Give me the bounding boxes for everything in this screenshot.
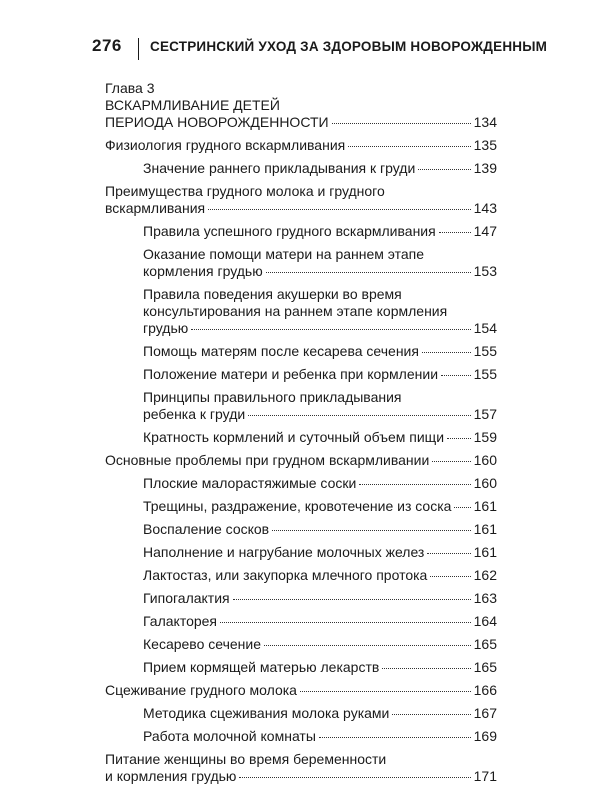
toc-entry-title-line: консультирования на раннем этапе кормления (143, 303, 448, 319)
toc-entry-last-line (143, 613, 497, 630)
dot-leader (439, 232, 471, 233)
chapter-label: Глава 3 (105, 80, 155, 96)
dot-leader (233, 599, 471, 600)
toc-entry (105, 160, 497, 177)
toc-entry-title-line: Принципы правильного прикладывания (143, 389, 402, 405)
toc-entry (105, 613, 497, 630)
toc-entry-last-line (143, 320, 497, 337)
toc-entry-last-line (143, 544, 497, 561)
toc-entry-title-line: Правила успешного грудного вскармливания (143, 223, 436, 239)
toc-page-number: 160 (473, 452, 497, 468)
toc-page-number: 160 (473, 475, 497, 491)
toc-entry-title-line: Правила поведения акушерки во время (143, 286, 402, 302)
toc-entry (105, 389, 497, 423)
toc-page-number: 161 (473, 498, 497, 514)
toc-entry (105, 636, 497, 653)
toc-entry-title-line: Кратность кормлений и суточный объем пищи (143, 429, 445, 445)
toc-entry-last-line (143, 263, 497, 280)
toc-entry-last-line (143, 659, 497, 676)
toc-entry-title-line: Прием кормящей матерью лекарств (143, 659, 380, 675)
toc-page-number: 147 (473, 223, 497, 239)
toc-page-number: 165 (473, 659, 497, 675)
toc-page-number: 169 (473, 728, 497, 744)
dot-leader (220, 622, 471, 623)
toc-page-number: 165 (473, 636, 497, 652)
toc-entry-title-line: Методика сцеживания молока руками (143, 705, 390, 721)
toc-page-number: 134 (473, 114, 497, 130)
toc-entry-last-line (143, 343, 497, 360)
dot-leader (441, 375, 471, 376)
toc-page-number: 161 (473, 544, 497, 560)
toc-entry-last-line (143, 705, 497, 722)
toc-entry-title-line: ВСКАРМЛИВАНИЕ ДЕТЕЙ (105, 97, 280, 113)
toc-entry-last-line (143, 475, 497, 492)
dot-leader (272, 530, 471, 531)
toc-page-number: 162 (473, 567, 497, 583)
toc-entry (105, 728, 497, 745)
toc-entry (105, 705, 497, 722)
toc-entry-last-line (143, 590, 497, 607)
dot-leader (208, 209, 471, 210)
toc-entry-title-line: Плоские малорастяжимые соски (143, 475, 357, 491)
toc-entry (105, 183, 497, 217)
toc-entry (105, 498, 497, 515)
toc-entry-title-line: Положение матери и ребенка при кормлении (143, 366, 439, 382)
toc-entry-title-line: Лактостаз, или закупорка млечного протока (143, 567, 428, 583)
toc-page-number: 135 (473, 137, 497, 153)
page-header (92, 36, 548, 62)
dot-leader (348, 146, 470, 147)
toc-page-number: 153 (473, 263, 497, 279)
toc-entry-title-line: Оказание помощи матери на раннем этапе (143, 246, 425, 262)
dot-leader (427, 553, 470, 554)
toc-entry-title-line: Питание женщины во время беременности (105, 751, 387, 767)
toc-entry-title-line: Преимущества грудного молока и грудного (105, 183, 385, 199)
toc-entry (105, 521, 497, 538)
toc-entry-last-line (143, 160, 497, 177)
dot-leader (332, 123, 471, 124)
toc-entry (105, 97, 497, 131)
toc-entry-last-line (105, 137, 497, 154)
toc-entry-title-line: Физиология грудного вскармливания (105, 137, 346, 153)
toc-entry-title-line: Значение раннего прикладывания к груди (143, 160, 416, 176)
toc-entry-last-line (143, 521, 497, 538)
toc-entry-title-line: Кесарево сечение (143, 636, 261, 652)
toc-entry (105, 429, 497, 446)
toc-entry (105, 751, 497, 785)
toc-entry (105, 682, 497, 699)
toc-entry-title-line: Работа молочной комнаты (143, 728, 316, 744)
toc-entry (105, 366, 497, 383)
running-title: СЕСТРИНСКИЙ УХОД ЗА ЗДОРОВЫМ НОВОРОЖДЕННЫМ (150, 39, 548, 54)
toc-entry-last-line (143, 366, 497, 383)
dot-leader (430, 576, 470, 577)
toc-page-number: 171 (473, 768, 497, 784)
dot-leader (454, 507, 470, 508)
toc-entry (105, 137, 497, 154)
toc-entry-title-line: грудью (143, 320, 189, 336)
toc-entry-title-line: Сцеживание грудного молока (105, 682, 297, 698)
toc-entry-last-line (143, 567, 497, 584)
toc-entry-title-line: Воспаление сосков (143, 521, 270, 537)
toc-entry-title-line: Основные проблемы при грудном вскармливании (105, 452, 430, 468)
dot-leader (418, 169, 470, 170)
header-divider (138, 38, 139, 60)
toc-entry-title-line: Помощь матерям после кесарева сечения (143, 343, 419, 359)
dot-leader (392, 714, 470, 715)
toc-entry-title-line: Галакторея (143, 613, 218, 629)
toc-page-number: 167 (473, 705, 497, 721)
toc-entry-title-line: Трещины, раздражение, кровотечение из соска (143, 498, 452, 514)
toc-page-number: 157 (473, 406, 497, 422)
toc-entry-title-line: Наполнение и нагрубание молочных желез (143, 544, 425, 560)
dot-leader (248, 415, 470, 416)
toc-entry-title-line: вскармливания (105, 200, 206, 216)
toc-entry (105, 567, 497, 584)
dot-leader (264, 645, 471, 646)
toc-entry (105, 544, 497, 561)
toc-page-number: 161 (473, 521, 497, 537)
dot-leader (239, 777, 470, 778)
toc-entry-last-line (105, 768, 497, 785)
dot-leader (432, 461, 470, 462)
toc-entry (105, 452, 497, 469)
toc-entry-last-line (105, 452, 497, 469)
toc-entry (105, 659, 497, 676)
toc-entry-last-line (105, 114, 497, 131)
dot-leader (300, 691, 471, 692)
toc-entry (105, 590, 497, 607)
toc-page-number: 164 (473, 613, 497, 629)
page-number: 276 (92, 36, 122, 55)
toc-entry (105, 475, 497, 492)
dot-leader (319, 737, 471, 738)
toc-page-number: 155 (473, 366, 497, 382)
dot-leader (422, 352, 471, 353)
toc-entry-last-line (105, 200, 497, 217)
table-of-contents (105, 80, 497, 785)
toc-entry-last-line (143, 728, 497, 745)
toc-entry-title-line: ПЕРИОДА НОВОРОЖДЕННОСТИ (105, 114, 329, 130)
toc-entry-title-line: кормления грудью (143, 263, 263, 279)
toc-page-number: 139 (473, 160, 497, 176)
toc-entry (105, 223, 497, 240)
toc-page-number: 159 (473, 429, 497, 445)
toc-entry-title-line: и кормления грудью (105, 768, 237, 784)
toc-entry-last-line (143, 429, 497, 446)
toc-entry-last-line (143, 636, 497, 653)
dot-leader (382, 668, 470, 669)
toc-entry-title-line: Гипогалактия (143, 590, 230, 606)
dot-leader (191, 329, 470, 330)
toc-page-number: 166 (473, 682, 497, 698)
toc-page-number: 143 (473, 200, 497, 216)
toc-page-number: 155 (473, 343, 497, 359)
toc-entry-last-line (105, 682, 497, 699)
dot-leader (266, 272, 471, 273)
toc-entry-last-line (143, 223, 497, 240)
dot-leader (359, 484, 470, 485)
toc-entry-title-line: ребенка к груди (143, 406, 246, 422)
toc-entry (105, 343, 497, 360)
toc-entry-last-line (143, 498, 497, 515)
toc-entry (105, 286, 497, 337)
toc-page-number: 163 (473, 590, 497, 606)
dot-leader (447, 438, 471, 439)
toc-entry (105, 246, 497, 280)
toc-entry-last-line (143, 406, 497, 423)
toc-page-number: 154 (473, 320, 497, 336)
